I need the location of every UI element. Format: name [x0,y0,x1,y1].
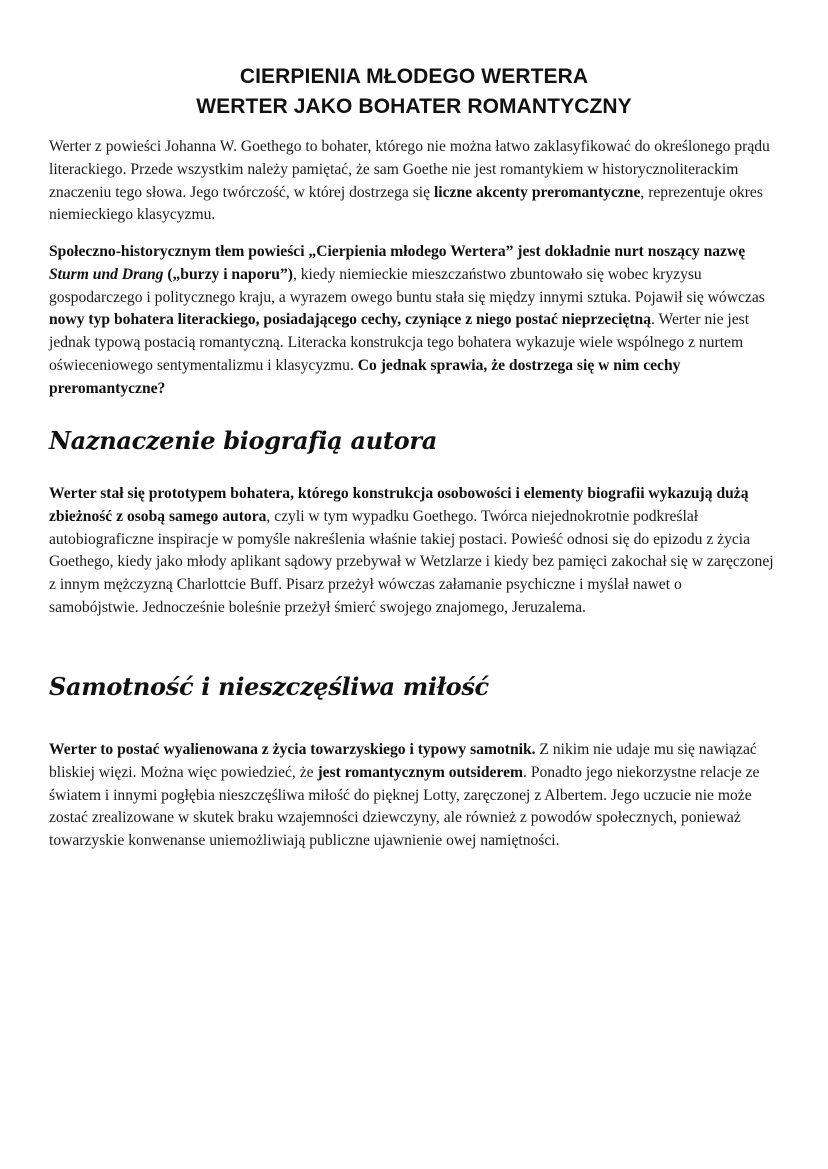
bold-run: („burzy i naporu”) [163,265,293,283]
text-run: . Ponadto jego niekorzystne relacje ze światem i innymi pogłębia nieszczęśliwa miłość do pięknej Lotty, zaręczonej z Albertem. Jego uczucie nie może zostać zrealizowane w skutek braku wzajemności dziewczyny, ale również z powodów społecznych, ponieważ towarzyskie konwenanse uniemożliwiają publiczne ujawnienie owej namiętności. [49,763,760,850]
section-heading-biography: Naznaczenie biografią autora [49,426,437,455]
bold-italic-run: Sturm und Drang [49,265,164,283]
text-run: , czyli w tym wypadku Goethego. Twórca niejednokrotnie podkreślał autobiograficzne inspiracje w pomyśle nakreślenia właśnie takiej postaci. Powieść odnosi się do epizodu z życia Goethego, kiedy jako młody aplikant sądowy przebywał w Wetzlarze i kiedy bez pamięci zakochał się w zaręczonej z innym mężczyzną Charlottcie Buff. Pisarz przeżył wówczas załamanie psychiczne i myślał nawet o samobójstwie. Jednocześnie boleśnie przeżył śmierć swojego znajomego, Jeruzalema. [49,507,774,616]
title-line-2: WERTER JAKO BOHATER ROMANTYCZNY [196,95,632,118]
title-line-1: CIERPIENIA MŁODEGO WERTERA [239,65,589,88]
bold-run: Społeczno-historycznym tłem powieści „Cierpienia młodego Wertera” jest dokładnie nurt noszący nazwę [49,243,746,260]
document-title [0,62,828,122]
bold-run: jest romantycznym outsiderem [317,763,524,781]
biography-paragraph [49,483,775,620]
context-paragraph [49,241,775,401]
text-run: . Werter nie jest jednak typową postacią romantyczną. Literacka konstrukcja tego bohatera wykazuje wiele wspólnego z nurtem oświeceniowego sentymentalizmu i klasycyzmu. [49,311,750,374]
bold-run: Co jednak sprawia, że dostrzega się w nim cechy preromantyczne? [49,356,681,397]
bold-run: liczne akcenty preromantyczne [433,183,641,201]
text-run: Werter z powieści Johanna W. Goethego to bohater, którego nie można łatwo zaklasyfikować do określonego prądu literackiego. Przede wszystkim należy pamiętać, że sam Goethe nie jest romantykiem w historycznoliterackim znaczeniu tego słowa. Jego twórczość, w której dostrzega się [49,138,770,201]
text-run: , reprezentuje okres niemieckiego klasycyzmu. [49,183,763,224]
text-run: Z nikim nie udaje mu się nawiązać bliskiej więzi. Można więc powiedzieć, że [49,741,757,781]
bold-run: Werter stał się prototypem bohatera, którego konstrukcja osobowości i elementy biografii wykazują dużą zbieżność z osobą samego autora [49,485,749,525]
section-heading-loneliness: Samotność i nieszczęśliwa miłość [49,672,489,701]
intro-paragraph [49,136,775,227]
bold-run: Werter to postać wyalienowana z życia towarzyskiego i typowy samotnik. [49,741,536,758]
bold-run: nowy typ bohatera literackiego, posiadającego cechy, czyniące z niego postać nieprzeciętną [49,311,651,329]
loneliness-paragraph [49,739,775,853]
text-run: , kiedy niemieckie mieszczaństwo zbuntowało się wobec kryzysu gospodarczego i politycznego kraju, a wyrazem owego buntu stała się między innymi sztuka. Pojawił się wówczas [49,265,765,306]
